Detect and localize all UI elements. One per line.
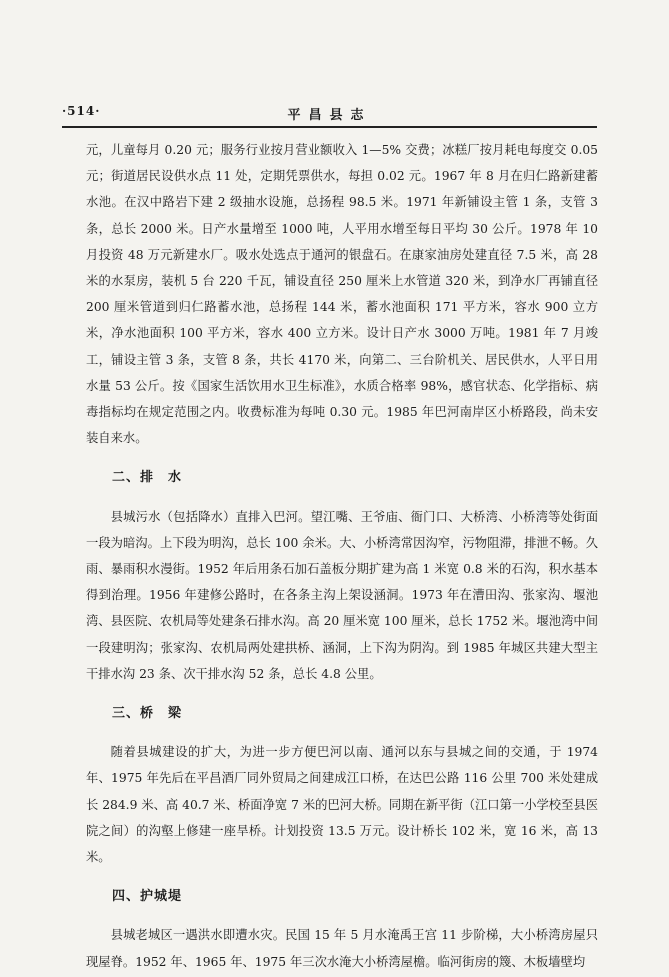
running-title: 平昌县志: [287, 108, 372, 123]
drainage-heading: 二、排 水: [112, 470, 183, 486]
page-content: [86, 137, 598, 975]
water-supply-paragraph: 元，儿童每月 0.20 元；服务行业按月营业额收入 1—5% 交费；冰糕厂按月耗电每度交 0.05 元；街道居民设供水点 11 处，定期凭票供水，每担 0.02 元。1967 年 8 月在归仁路新建蓄水池。在汉中路岩下建 2 级抽水设施，总扬程 98.5 米。1971 年新铺设主管 1 条，支管 3 条，总长 2000 米。日产水量增至 1000 吨，人平用水增至每日平均 30 公斤。1978 年 10 月投资 48 万元新建水厂。吸水处选点于通河的银盘石。在康家油房处建直径 7.5 米，高 28 米的水泵房，装机 5 台 220 千瓦，铺设直径 250 厘米上水管道 320 米，到净水厂再铺直径 200 厘米管道到归仁路蓄水池，总扬程 144 米，蓄水池面积 171 平方米，容水 900 立方米，净水池面积 100 平方米，容水 400 立方米。设计日产水 3000 万吨。1981 年 7 月竣工，铺设主管 3 条，支管 8 条，共长 4170 米，向第二、三台阶机关、居民供水，人平日用水量 53 公斤。按《国家生活饮用水卫生标准》，水质合格率 98%，感官状态、化学指标、病毒指标均在规定范围之内。收费标准为每吨 0.30 元。1985 年巴河南岸区小桥路段，尚未安装自来水。: [86, 143, 598, 446]
embankment-heading: 四、护城堤: [112, 889, 183, 905]
page-number: ·514·: [62, 104, 101, 118]
bridges-heading: 三、桥 梁: [112, 706, 183, 722]
bridges-paragraph: 随着县城建设的扩大，为进一步方便巴河以南、通河以东与县城之间的交通，于 1974 年、1975 年先后在平昌酒厂同外贸局之间建成江口桥，在达巴公路 116 公里 700 米处建成长 284.9 米、高 40.7 米、桥面净宽 7 米的巴河大桥。同期在新平街（江口第一小学校至县医院之间）的沟壑上修建一座旱桥。计划投资 13.5 万元。设计桥长 102 米，宽 16 米，高 13 米。: [86, 745, 598, 865]
header-rule: [62, 126, 597, 128]
embankment-paragraph: 县城老城区一遇洪水即遭水灾。民国 15 年 5 月水淹禹王宫 11 步阶梯，大小桥湾房屋只现屋脊。1952 年、1965 年、1975 年三次水淹大小桥湾屋檐。临河街房的篾、木板墙壁均: [86, 928, 598, 969]
drainage-paragraph: 县城污水（包括降水）直排入巴河。望江嘴、王爷庙、衙门口、大桥湾、小桥湾等处街面一段为暗沟。上下段为明沟，总长 100 余米。大、小桥湾常因沟窄，污物阻滞，排泄不畅。久雨、暴雨积水漫街。1952 年后用条石加石盖板分期扩建为高 1 米宽 0.8 米的石沟，积水基本得到治理。1956 年建修公路时，在各条主沟上架设涵洞。1973 年在漕田沟、张家沟、堰池湾、县医院、农机局等处建条石排水沟。高 20 厘米宽 100 厘米，总长 1752 米。堰池湾中间一段建明沟；张家沟、农机局两处建拱桥、涵洞，上下沟为阴沟。到 1985 年城区共建大型主干排水沟 23 条、次干排水沟 52 条，总长 4.8 公里。: [86, 509, 598, 681]
page-header: [62, 104, 597, 126]
